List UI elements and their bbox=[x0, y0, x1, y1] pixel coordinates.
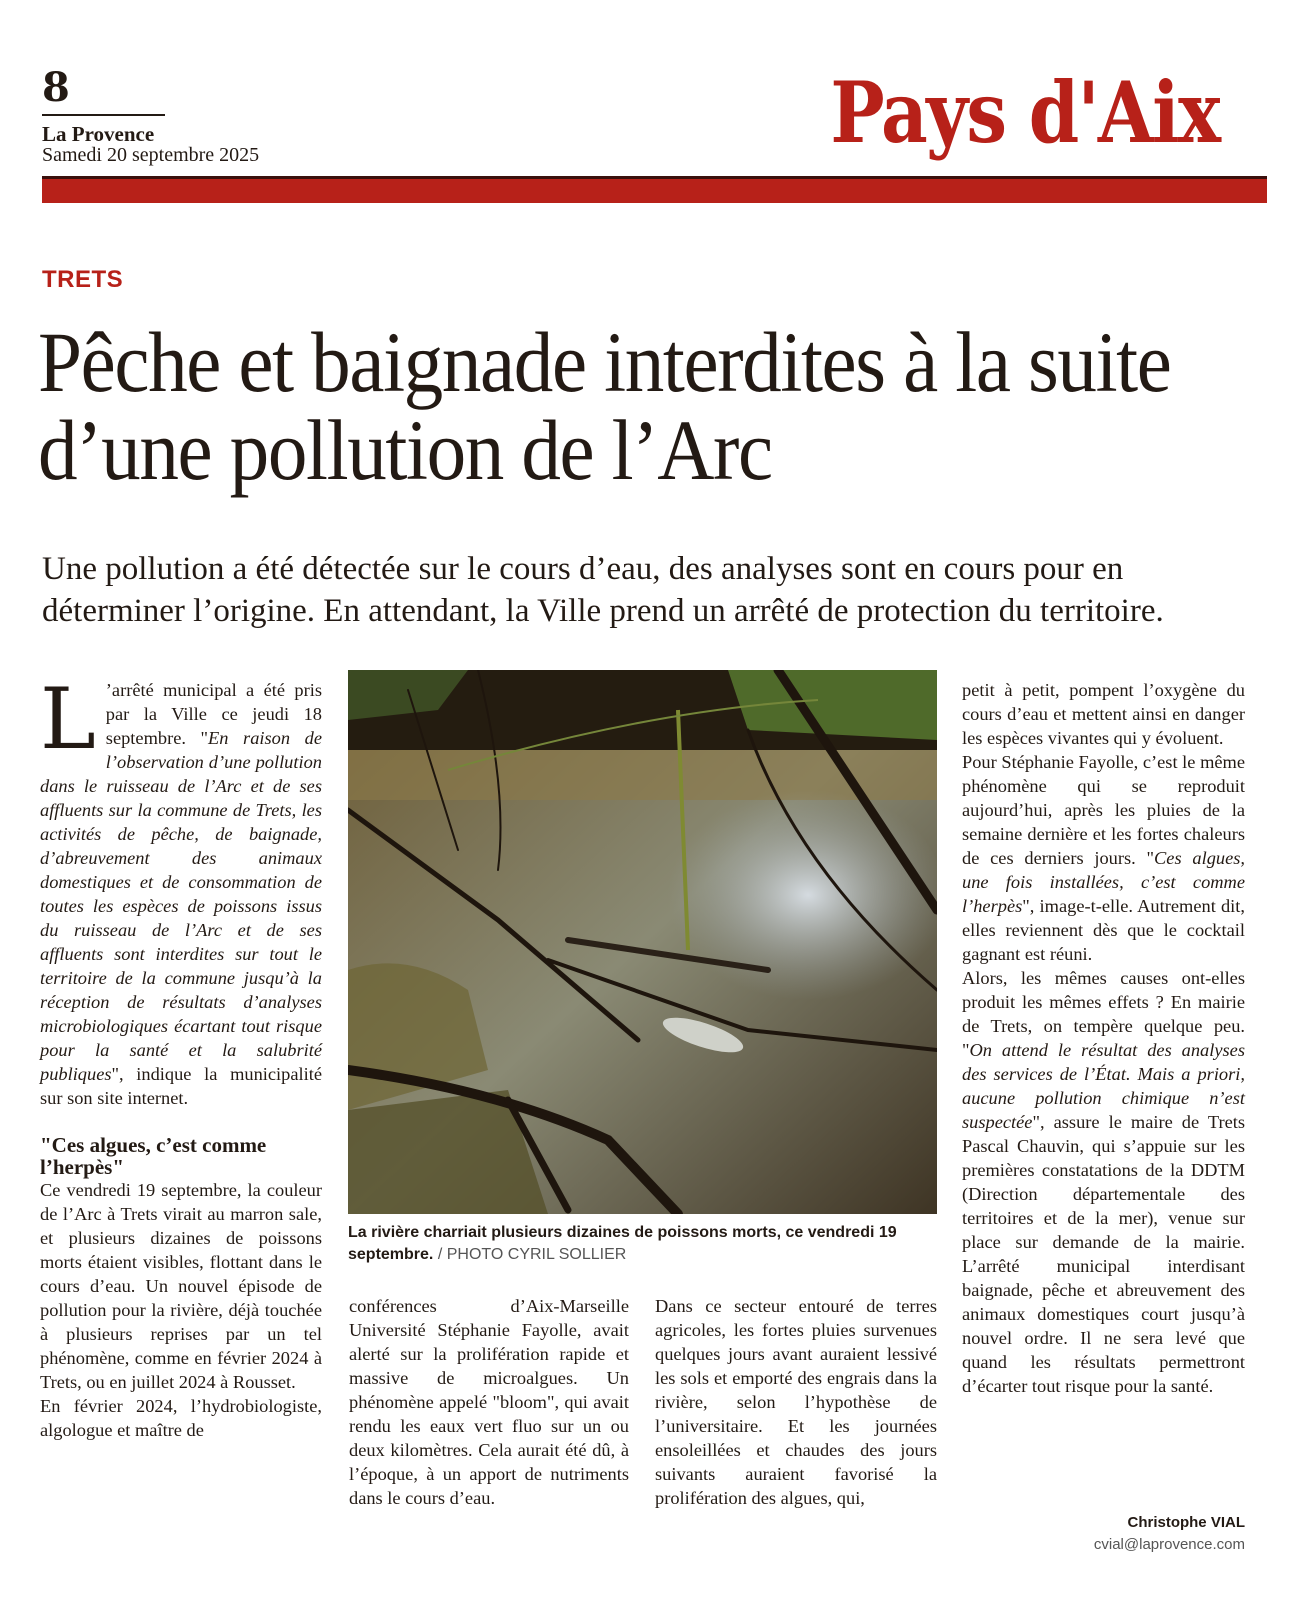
author-byline: Christophe VIAL bbox=[1127, 1514, 1245, 1531]
paragraph-5-end: ", image-t-elle. Autrement dit, elles reviennent dès que le cocktail gagnant est réuni. bbox=[962, 896, 1245, 964]
paragraph-4-continued: petit à petit, pompent l’oxygène du cours d’eau et mettent ainsi en danger les espèces vivantes qui y évoluent. bbox=[962, 680, 1245, 748]
headline: Pêche et baignade interdites à la suite d’une pollution de l’Arc bbox=[38, 314, 1171, 498]
standfirst: Une pollution a été détectée sur le cours d’eau, des analyses sont en cours pour en déterminer l’origine. En attendant, la Ville prend un arrêté de protection du territoire. bbox=[42, 551, 1164, 629]
author-email[interactable]: cvial@laprovence.com bbox=[1093, 1536, 1245, 1553]
paragraph-6-quote: On attend le résultat des analyses des services de l’État. Mais a priori, aucune pollution chimique n’est suspectée bbox=[962, 1040, 1245, 1132]
photo-caption bbox=[348, 1222, 948, 1266]
paragraph-6-end: ", assure le maire de Trets Pascal Chauvin, qui s’appuie sur les premières constatations de la DDTM (Direction départementale des territoires et de la mer), venue sur place sur demande de la mairie. L’arrêté municipal interdisant baignade, pêche et abreuvement des animaux domestiques court jusqu’à nouvel ordre. Il ne sera levé que quand les résultats permettront d’écarter tout risque pour la santé. bbox=[962, 1112, 1245, 1396]
intro-quote: En raison de l’observation d’une pollution dans le ruisseau de l’Arc et de ses affluents sur la commune de Trets, les activités de pêche, de baignade, d’abreuvement des animaux domestiques et de consommation de toutes les espèces de poissons issus du ruisseau de l’Arc et de ses affluents sont interdites sur tout le territoire de la commune jusqu’à la réception de résultats d’analyses microbiologiques écartant tout risque pour la santé et la salubrité publiques bbox=[40, 728, 322, 1084]
article-column-1 bbox=[40, 670, 322, 1442]
caption-text: La rivière charriait plusieurs dizaines de poissons morts, ce vendredi 19 septembre. bbox=[348, 1224, 897, 1263]
drop-cap: L bbox=[40, 670, 96, 768]
article-column-3 bbox=[655, 1294, 937, 1510]
paragraph-5-quote: Ces algues, une fois installées, c’est comme l’herpès bbox=[962, 848, 1245, 916]
paragraph-3-start: En février 2024, l’hydrobiologiste, algologue et maître de bbox=[40, 1396, 322, 1440]
subheading: "Ces algues, c’est comme l’herpès" bbox=[40, 1133, 267, 1179]
paragraph-6-start: Alors, les mêmes causes ont-elles produit les mêmes effets ? En mairie de Trets, on tempère quelque peu. " bbox=[962, 968, 1245, 1060]
intro-text-end: ", indique la municipalité sur son site internet. bbox=[40, 1064, 322, 1108]
river-photo-illustration bbox=[348, 670, 937, 1214]
page-number-rule bbox=[42, 114, 165, 116]
publication-date: Samedi 20 septembre 2025 bbox=[42, 144, 260, 166]
paragraph-4: Dans ce secteur entouré de terres agricoles, les fortes pluies survenues quelques jours avant auraient lessivé les sols et emporté des engrais dans la rivière, selon l’hypothèse de l’universitaire. Et les journées ensoleillées et chaudes des jours suivants auraient favorisé la prolifération des algues, qui, bbox=[655, 1296, 937, 1508]
paragraph-6 bbox=[962, 966, 1245, 1398]
paragraph-5 bbox=[962, 750, 1245, 966]
header-band bbox=[42, 176, 1267, 203]
article-column-4 bbox=[962, 678, 1245, 1398]
paragraph-2: Ce vendredi 19 septembre, la couleur de l’Arc à Trets virait au marron sale, et plusieurs dizaines de poissons morts étaient visibles, flottant dans le cours d’eau. Un nouvel épisode de pollution pour la rivière, déjà touchée à plusieurs reprises par un tel phénomène, comme en février 2024 à Trets, ou en juillet 2024 à Rousset. bbox=[40, 1180, 322, 1392]
photo-credit: / PHOTO CYRIL SOLLIER bbox=[437, 1246, 627, 1263]
article-column-2 bbox=[349, 1294, 629, 1510]
kicker: TRETS bbox=[42, 266, 124, 293]
section-title: Pays d'Aix bbox=[830, 63, 1219, 162]
page-number: 8 bbox=[42, 64, 70, 111]
paragraph-5-start: Pour Stéphanie Fayolle, c’est le même phénomène qui se reproduit aujourd’hui, après les pluies de la semaine dernière et les fortes chaleurs de ces derniers jours. " bbox=[962, 752, 1245, 868]
river-photo bbox=[348, 670, 937, 1214]
intro-text-start: ’arrêté municipal a été pris par la Ville ce jeudi 18 septembre. " bbox=[105, 680, 322, 748]
paragraph-3-continued: conférences d’Aix-Marseille Université Stéphanie Fayolle, avait alerté sur la prolifération rapide et massive de microalgues. Un phénomène appelé "bloom", qui avait rendu les eaux vert fluo sur un ou deux kilomètres. Cela aurait été dû, à l’époque, à un apport de nutriments dans le cours d’eau. bbox=[349, 1296, 629, 1508]
publication-name: La Provence bbox=[42, 122, 155, 146]
